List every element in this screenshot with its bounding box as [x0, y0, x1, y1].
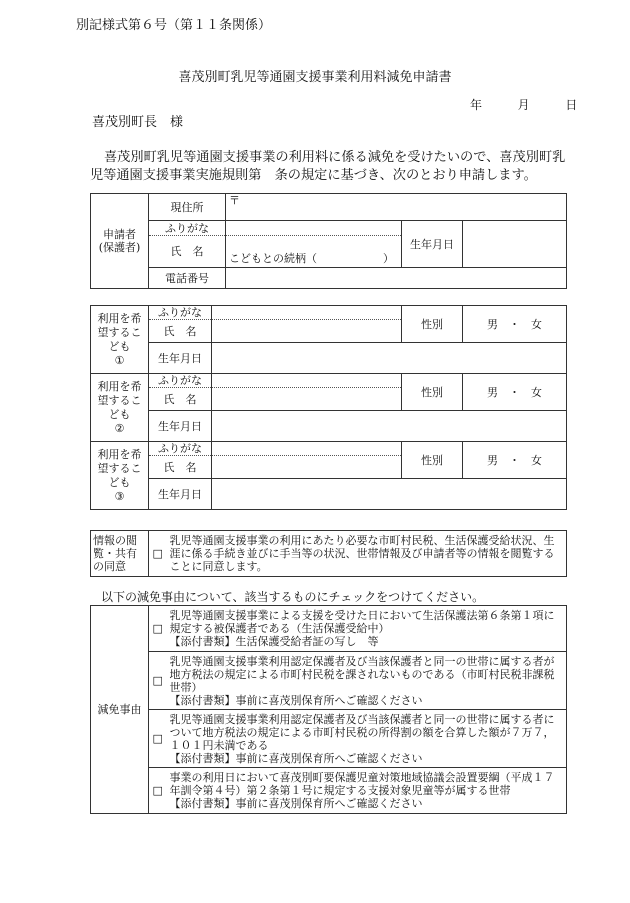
- child-1-furigana-field[interactable]: [212, 306, 402, 320]
- child-2-furigana-field[interactable]: [212, 374, 402, 388]
- postal-mark: 〒: [229, 194, 240, 207]
- children-table: [90, 305, 567, 510]
- request-statement: 喜茂別町乳児等通園支援事業の利用料に係る減免を受けたいので、喜茂別町乳児等通園支援事業実施規則第 条の規定に基づき、次のとおり申請します。: [90, 150, 566, 183]
- child-3-furigana-field[interactable]: [212, 442, 402, 456]
- reason-2: [167, 652, 567, 710]
- applicant-name-field[interactable]: [226, 236, 402, 268]
- date-month: 月: [517, 98, 530, 112]
- applicant-name-label: 氏 名: [149, 236, 226, 268]
- child-2-furigana-label: ふりがな: [149, 374, 212, 388]
- phone-field[interactable]: [226, 268, 567, 289]
- child-2-birthdate-field[interactable]: [212, 411, 567, 442]
- child-3-gender-label: 性別: [402, 442, 463, 479]
- phone-label: 電話番号: [149, 268, 226, 289]
- reason-1-checkbox[interactable]: □: [149, 606, 167, 652]
- applicant-furigana-field[interactable]: [226, 221, 402, 236]
- address-field[interactable]: [226, 194, 567, 221]
- relation-text: こどもとの続柄（ ）: [229, 252, 394, 265]
- child-2-birthdate-label: 生年月日: [149, 411, 212, 442]
- reason-3-attachment: 【添付書類】事前に喜茂別保育所へご確認ください: [169, 751, 423, 765]
- form-number: 別記様式第６号（第１１条関係）: [76, 18, 272, 33]
- reason-4-attachment: 【添付書類】事前に喜茂別保育所へご確認ください: [169, 797, 423, 810]
- applicant-section-label: 申請者 (保護者): [91, 194, 149, 289]
- reason-4-checkbox[interactable]: □: [149, 768, 167, 814]
- child-3-birthdate-field[interactable]: [212, 479, 567, 510]
- date-day: 日: [565, 98, 578, 112]
- child-2-label: 利用を希望するこども ②: [91, 374, 149, 442]
- reason-3-checkbox[interactable]: □: [149, 710, 167, 768]
- document-title: 喜茂別町乳児等通園支援事業利用料減免申請書: [178, 70, 452, 85]
- consent-text: 乳児等通園支援事業の利用にあたり必要な市町村民税、生活保護受給状況、生涯に係る手続き並びに手当等の状況、世帯情報及び申請者等の情報を閲覧することに同意します。: [167, 531, 567, 577]
- reason-4: [167, 768, 567, 814]
- child-3-gender-options[interactable]: 男 ・ 女: [463, 442, 567, 479]
- child-1-birthdate-label: 生年月日: [149, 343, 212, 374]
- reason-4-text: 事業の利用日において喜茂別町要保護児童対策地域協議会設置要綱（平成１７年訓令第４号）第２条第１号に規定する支援対象児童等が属する世帯: [169, 771, 555, 797]
- consent-table: [90, 530, 567, 577]
- consent-checkbox[interactable]: □: [149, 531, 167, 577]
- addressee: 喜茂別町長 様: [92, 115, 184, 130]
- reasons-table: [90, 605, 567, 814]
- child-1-name-label: 氏 名: [149, 320, 212, 343]
- child-1-gender-label: 性別: [402, 306, 463, 343]
- child-1-birthdate-field[interactable]: [212, 343, 567, 374]
- child-3-name-field[interactable]: [212, 456, 402, 479]
- child-2-gender-options[interactable]: 男 ・ 女: [463, 374, 567, 411]
- child-2-name-field[interactable]: [212, 388, 402, 411]
- reason-2-attachment: 【添付書類】事前に喜茂別保育所へご確認ください: [169, 693, 423, 707]
- child-3-name-label: 氏 名: [149, 456, 212, 479]
- child-3-furigana-label: ふりがな: [149, 442, 212, 456]
- child-1-furigana-label: ふりがな: [149, 306, 212, 320]
- reason-instruction: 以下の減免事由について、該当するものにチェックをつけてください。: [101, 590, 485, 604]
- reason-3-text: 乳児等通園支援事業利用認定保護者及び当該保護者と同一の世帯に属する者について地方税法の規定による市町村民税の所得割の額を合算した額が７万７，１０１円未満である: [169, 712, 555, 752]
- reason-1: [167, 606, 567, 652]
- reason-1-text: 乳児等通園支援事業による支援を受けた日において生活保護法第６条第１項に規定する被保護者である（生活保護受給中）: [169, 609, 555, 635]
- applicant-birthdate-field[interactable]: [463, 221, 567, 268]
- child-1-name-field[interactable]: [212, 320, 402, 343]
- applicant-table: [90, 193, 567, 289]
- child-3-birthdate-label: 生年月日: [149, 479, 212, 510]
- reason-2-text: 乳児等通園支援事業利用認定保護者及び当該保護者と同一の世帯に属する者が地方税法の規定による市町村民税を課されないものである（市町村民税非課税世帯）: [169, 654, 555, 694]
- applicant-birthdate-label: 生年月日: [402, 221, 463, 268]
- child-2-gender-label: 性別: [402, 374, 463, 411]
- reason-2-checkbox[interactable]: □: [149, 652, 167, 710]
- child-2-name-label: 氏 名: [149, 388, 212, 411]
- consent-label: 情報の閲覧・共有の同意: [91, 531, 149, 577]
- reason-1-attachment: 【添付書類】生活保護受給者証の写し 等: [169, 635, 379, 648]
- child-3-label: 利用を希望するこども ③: [91, 442, 149, 510]
- address-label: 現住所: [149, 194, 226, 221]
- date-year: 年: [470, 98, 483, 112]
- reason-3: [167, 710, 567, 768]
- date-line: [470, 96, 577, 113]
- reasons-label: 減免事由: [91, 606, 149, 814]
- child-1-label: 利用を希望するこども ①: [91, 306, 149, 374]
- child-1-gender-options[interactable]: 男 ・ 女: [463, 306, 567, 343]
- applicant-furigana-label: ふりがな: [149, 221, 226, 236]
